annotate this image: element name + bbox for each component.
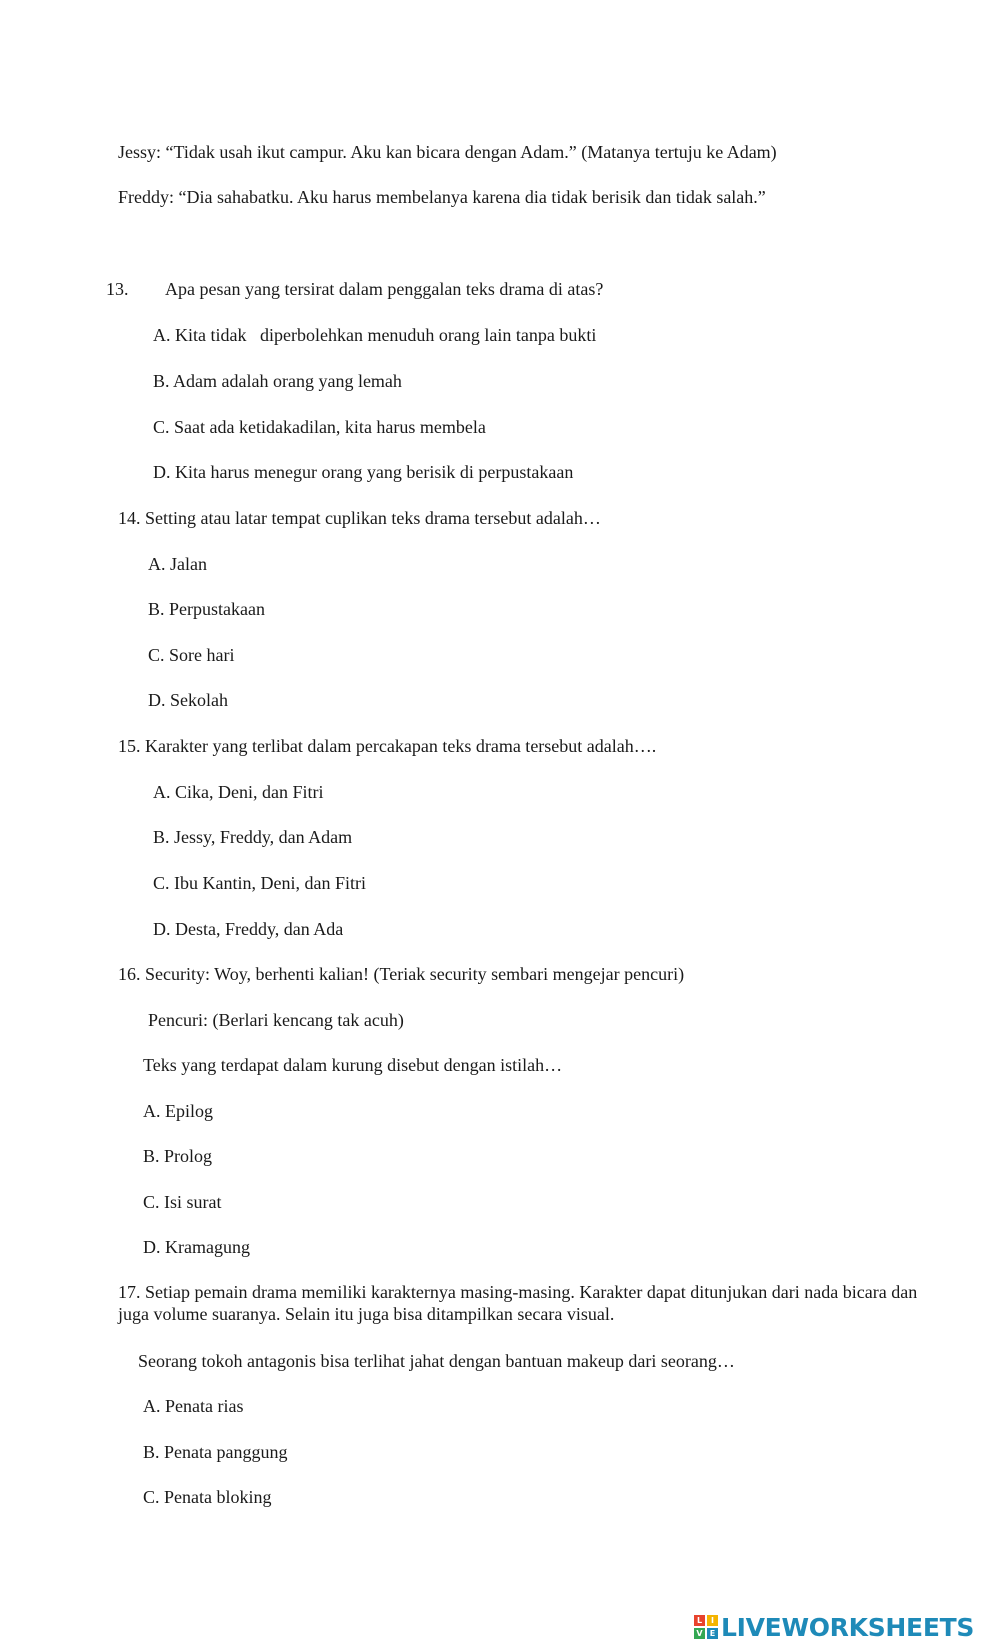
question-14-option-c[interactable]: C. Sore hari (148, 645, 235, 665)
question-15-option-d[interactable]: D. Desta, Freddy, dan Ada (153, 919, 344, 939)
logo-icon (694, 1615, 718, 1639)
question-17-option-b[interactable]: B. Penata panggung (143, 1442, 288, 1462)
question-17-option-a[interactable]: A. Penata rias (143, 1396, 244, 1416)
liveworksheets-logo (694, 1612, 974, 1642)
question-13-option-d[interactable]: D. Kita harus menegur orang yang berisik di perpustakaan (153, 462, 574, 482)
question-13-option-a[interactable]: A. Kita tidak diperbolehkan menuduh orang lain tanpa bukti (153, 325, 597, 345)
question-13-text: Apa pesan yang tersirat dalam penggalan teks drama di atas? (165, 279, 604, 299)
logo-letter-l: L (694, 1615, 705, 1626)
question-13-option-c[interactable]: C. Saat ada ketidakadilan, kita harus membela (153, 417, 486, 437)
question-13-option-b[interactable]: B. Adam adalah orang yang lemah (153, 371, 402, 391)
logo-letter-v: V (694, 1628, 705, 1639)
question-16-option-d[interactable]: D. Kramagung (143, 1237, 250, 1257)
logo-letter-i: I (707, 1615, 718, 1626)
question-13-number: 13. (106, 279, 129, 299)
dialogue-freddy: Freddy: “Dia sahabatku. Aku harus membelanya karena dia tidak berisik dan tidak salah.” (118, 187, 766, 207)
question-14-option-a[interactable]: A. Jalan (148, 554, 207, 574)
question-14-text: 14. Setting atau latar tempat cuplikan teks drama tersebut adalah… (118, 508, 601, 528)
question-16-option-c[interactable]: C. Isi surat (143, 1192, 222, 1212)
dialogue-jessy: Jessy: “Tidak usah ikut campur. Aku kan bicara dengan Adam.” (Matanya tertuju ke Adam) (118, 142, 777, 162)
question-15-option-c[interactable]: C. Ibu Kantin, Deni, dan Fitri (153, 873, 366, 893)
question-16-option-b[interactable]: B. Prolog (143, 1146, 213, 1166)
question-16-text: 16. Security: Woy, berhenti kalian! (Teriak security sembari mengejar pencuri) (118, 964, 685, 984)
question-17-prompt: Seorang tokoh antagonis bisa terlihat jahat dengan bantuan makeup dari seorang… (138, 1351, 735, 1371)
logo-letter-e: E (707, 1628, 718, 1639)
question-16-prompt: Teks yang terdapat dalam kurung disebut dengan istilah… (143, 1055, 563, 1075)
question-15-text: 15. Karakter yang terlibat dalam percakapan teks drama tersebut adalah…. (118, 736, 657, 756)
question-15-option-a[interactable]: A. Cika, Deni, dan Fitri (153, 782, 324, 802)
question-17-text: 17. Setiap pemain drama memiliki karakternya masing-masing. Karakter dapat ditunjukan dari nada bicara dan juga volume suaranya. Selain itu juga bisa ditampilkan secara visual. (118, 1282, 918, 1324)
question-16-line2: Pencuri: (Berlari kencang tak acuh) (148, 1010, 404, 1030)
question-14-option-b[interactable]: B. Perpustakaan (148, 599, 265, 619)
question-15-option-b[interactable]: B. Jessy, Freddy, dan Adam (153, 827, 353, 847)
question-17-option-c[interactable]: C. Penata bloking (143, 1487, 272, 1507)
question-14-option-d[interactable]: D. Sekolah (148, 690, 228, 710)
question-16-option-a[interactable]: A. Epilog (143, 1101, 213, 1121)
logo-text: LIVEWORKSHEETS (721, 1612, 975, 1642)
